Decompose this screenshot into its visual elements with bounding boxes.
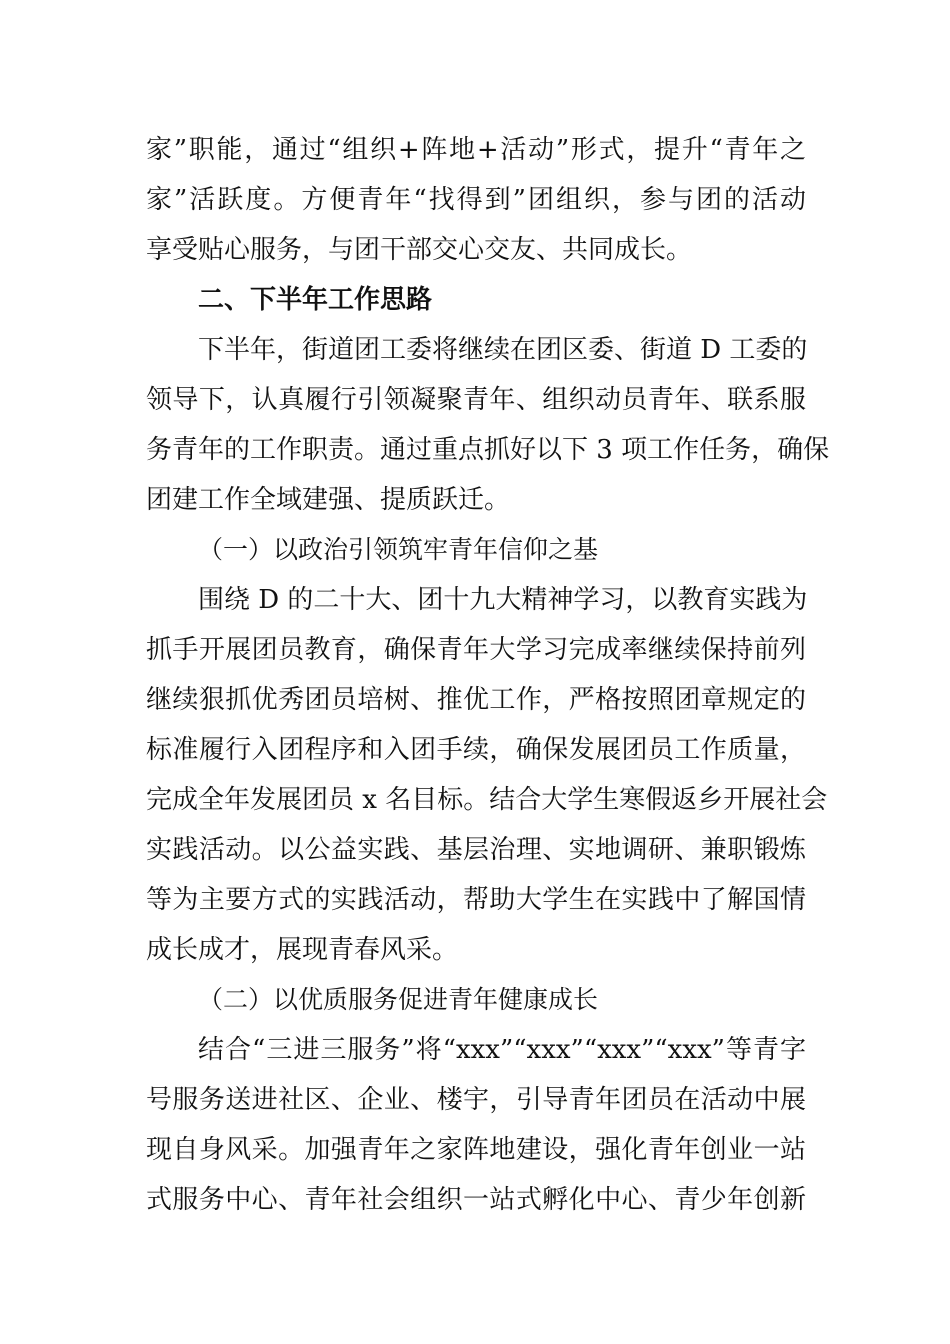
body-text-line: 围绕 D 的二十大、团十九大精神学习，以教育实践为 xyxy=(198,585,808,615)
body-text-line: 成长成才，展现青春风采。 xyxy=(146,935,459,965)
body-text-line: 享受贴心服务，与团干部交心交友、共同成长。 xyxy=(146,235,693,265)
section-heading: 二、下半年工作思路 xyxy=(198,285,433,315)
body-text-line: 等为主要方式的实践活动，帮助大学生在实践中了解国情 xyxy=(146,885,806,915)
body-text-line: 号服务送进社区、企业、楼宇，引导青年团员在活动中展 xyxy=(146,1085,806,1115)
body-text-line: 抓手开展团员教育，确保青年大学习完成率继续保持前列 xyxy=(146,635,806,665)
body-text-line: 实践活动。以公益实践、基层治理、实地调研、兼职锻炼 xyxy=(146,835,806,865)
body-text-line: 团建工作全域建强、提质跃迁。 xyxy=(146,485,511,515)
body-text-line: 下半年，街道团工委将继续在团区委、街道 D 工委的 xyxy=(198,335,808,365)
body-text-line: 继续狠抓优秀团员培树、推优工作，严格按照团章规定的 xyxy=(146,685,806,715)
body-text-line: 式服务中心、青年社会组织一站式孵化中心、青少年创新 xyxy=(146,1185,806,1215)
body-text-line: 家”活跃度。方便青年“找得到”团组织，参与团的活动 xyxy=(146,185,806,215)
body-text-line: 务青年的工作职责。通过重点抓好以下 3 项工作任务，确保 xyxy=(146,435,830,465)
body-text-line: 家”职能，通过“组织+阵地+活动”形式，提升“青年之 xyxy=(146,135,806,165)
body-text-line: 完成全年发展团员 x 名目标。结合大学生寒假返乡开展社会 xyxy=(146,785,828,815)
body-text-line: 标准履行入团程序和入团手续，确保发展团员工作质量， xyxy=(146,735,806,765)
subsection-heading: （二）以优质服务促进青年健康成长 xyxy=(198,985,599,1014)
body-text-line: 结合“三进三服务”将“xxx”“xxx”“xxx”“xxx”等青字 xyxy=(198,1035,806,1065)
subsection-heading: （一）以政治引领筑牢青年信仰之基 xyxy=(198,535,599,564)
body-text-line: 现自身风采。加强青年之家阵地建设，强化青年创业一站 xyxy=(146,1135,806,1165)
body-text-line: 领导下，认真履行引领凝聚青年、组织动员青年、联系服 xyxy=(146,385,806,415)
